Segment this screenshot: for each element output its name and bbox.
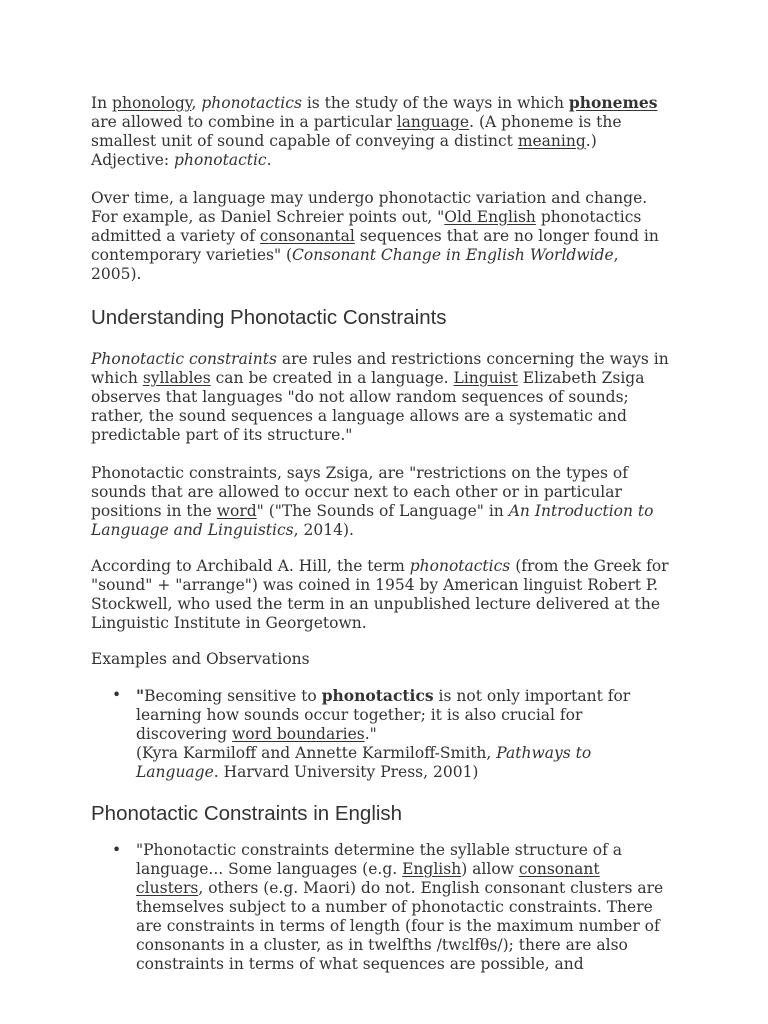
book-title: An Introduction to Language and Linguistics	[91, 502, 654, 539]
term-phonotactics-bold: phonotactics	[321, 686, 434, 705]
text: ) allow	[461, 860, 519, 878]
intro-paragraph	[91, 93, 671, 170]
text: Elizabeth Zsiga observes that languages "do not allow random sequences of sounds; rather, the sound sequences a language allows are a systematic and predictable part of its structure."	[91, 369, 645, 444]
section-heading-understanding: Understanding Phonotactic Constraints	[91, 306, 447, 329]
quote-mark: "	[136, 686, 145, 705]
link-old-english[interactable]: Old English	[444, 208, 536, 226]
list-item	[112, 686, 671, 782]
text: . (A phoneme is the smallest unit of sound capable of conveying a distinct	[91, 113, 622, 150]
link-word-boundaries[interactable]: word boundaries	[231, 725, 365, 743]
text: "Phonotactic constraints determine the syllable structure of a language... Some languages (e.g.	[136, 841, 623, 878]
link-consonant-clusters[interactable]: consonant clusters	[136, 860, 600, 897]
bullet-icon: •	[112, 686, 122, 704]
hill-paragraph	[91, 557, 671, 633]
link-language[interactable]: language	[396, 113, 470, 131]
text: are allowed to combine in a particular	[91, 113, 397, 131]
text: ,	[191, 94, 202, 112]
constraints-paragraph	[91, 350, 671, 445]
bold-phonemes[interactable]: phonemes	[568, 93, 658, 112]
text: are rules and restrictions concerning the ways in which	[91, 350, 669, 387]
text: ."	[364, 725, 377, 743]
text: Becoming sensitive to	[144, 687, 322, 705]
text: , 2005).	[91, 246, 619, 283]
book-title: Consonant Change in English Worldwide	[292, 246, 614, 264]
text: In	[91, 94, 113, 112]
citation-text: (Kyra Karmiloff and Annette Karmiloff-Smith,	[136, 744, 497, 762]
text: (from the Greek for "sound" + "arrange") was coined in 1954 by American linguist Robert P. Stockwell, who used the term in an unpublished lecture delivered at the Linguistic Institute in Georgetown.	[91, 557, 669, 632]
citation-text: . Harvard University Press, 2001)	[213, 763, 479, 781]
text: According to Archibald A. Hill, the term	[91, 557, 410, 575]
term-phonotactics: phonotactics	[201, 94, 302, 112]
link-phonemes[interactable]	[569, 94, 658, 112]
zsiga-paragraph	[91, 464, 671, 540]
link-phonology[interactable]: phonology	[112, 94, 192, 112]
section-heading-english: Phonotactic Constraints in English	[91, 802, 403, 825]
text: " ("The Sounds of Language" in	[256, 502, 509, 520]
text: Phonotactic constraints, says Zsiga, are "restrictions on the types of sounds that are allowed to occur next to each other or in particular positions in the	[91, 464, 628, 520]
term-phonotactics: phonotactics	[409, 557, 511, 575]
link-linguist[interactable]: Linguist	[453, 369, 518, 387]
overtime-paragraph	[91, 189, 671, 284]
link-word[interactable]: word	[216, 502, 257, 520]
text: .) Adjective:	[91, 132, 597, 169]
link-syllables[interactable]: syllables	[142, 369, 211, 387]
text: , 2014).	[293, 521, 354, 539]
text: .	[266, 151, 272, 169]
text: Over time, a language may undergo phonotactic variation and change. For example, as Daniel Schreier points out, "	[91, 189, 648, 226]
text: sequences that are no longer found in contemporary varieties" (	[91, 227, 659, 264]
article-body	[91, 93, 671, 974]
examples-label: Examples and Observations	[91, 650, 310, 668]
link-meaning[interactable]: meaning	[517, 132, 586, 150]
text: phonotactics admitted a variety of	[91, 208, 642, 245]
bullet-icon: •	[112, 841, 122, 859]
text: is not only important for learning how sounds occur together; it is also crucial for discovering	[136, 687, 631, 743]
link-consonantal[interactable]: consonantal	[259, 227, 355, 245]
text: , others (e.g. Maori) do not. English consonant clusters are themselves subject to a number of phonotactic constraints. There are constraints in terms of length (four is the maximum number of consonants in a cluster, as in twelfths /twɛlfθs/); there are also constraints in terms of what sequences are possible, and	[136, 879, 664, 973]
list-item	[112, 841, 671, 974]
term-phonotactic: phonotactic	[174, 151, 267, 169]
examples-list	[91, 686, 671, 782]
link-english[interactable]: English	[402, 860, 462, 878]
english-list	[91, 841, 671, 974]
term-phonotactic-constraints: Phonotactic constraints	[91, 350, 277, 368]
text: can be created in a language.	[210, 369, 454, 387]
book-title: Pathways to Language	[136, 744, 592, 781]
text: is the study of the ways in which	[301, 94, 569, 112]
